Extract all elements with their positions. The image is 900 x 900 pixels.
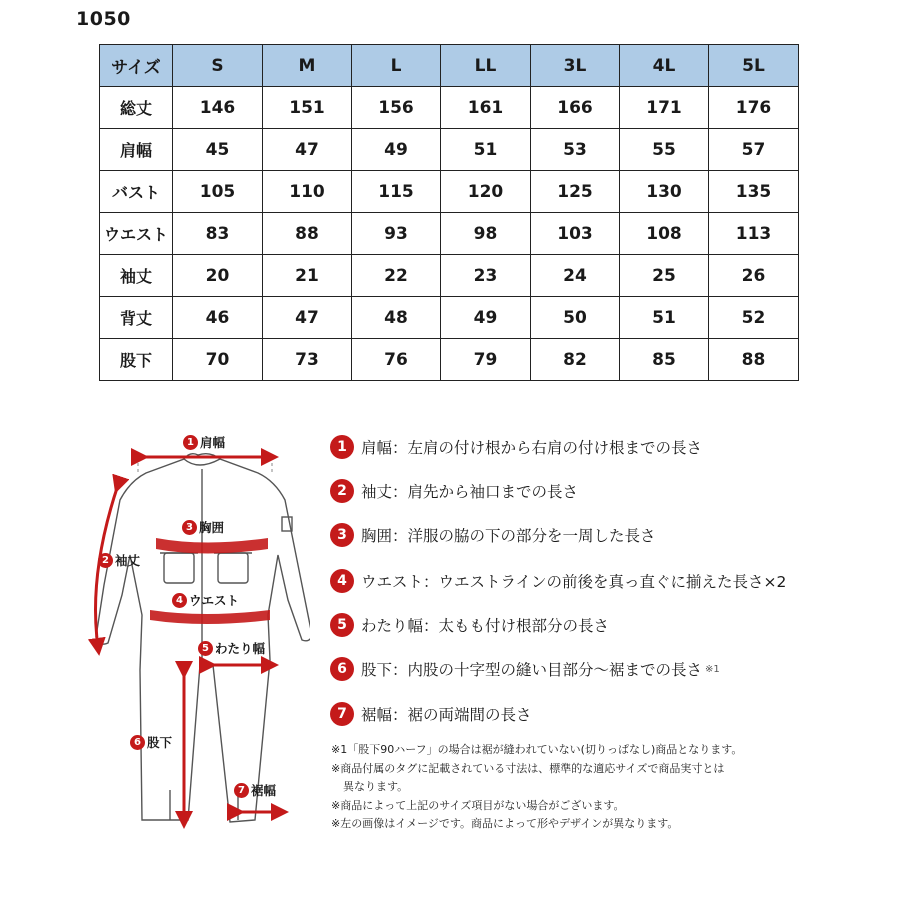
legend-item-waist: 4 ウエスト：ウエストラインの前後を真っ直ぐに揃えた長さ×2 xyxy=(330,567,786,595)
note-line: ※商品付属のタグに記載されている寸法は、標準的な適応サイズで商品実寸とは xyxy=(331,761,725,775)
row-label: 股下 xyxy=(100,339,173,381)
row-label: 総丈 xyxy=(100,87,173,129)
header-5l: 5L xyxy=(709,45,799,87)
table-cell: 108 xyxy=(620,213,709,255)
model-number: 1050 xyxy=(76,8,131,30)
table-cell: 53 xyxy=(531,129,620,171)
table-cell: 51 xyxy=(620,297,709,339)
table-cell: 24 xyxy=(531,255,620,297)
table-cell: 166 xyxy=(531,87,620,129)
table-cell: 48 xyxy=(352,297,441,339)
table-cell: 103 xyxy=(531,213,620,255)
note-line: ※左の画像はイメージです。商品によって形やデザインが異なります。 xyxy=(331,817,679,830)
diagram-label-waist: 4 ウエスト xyxy=(172,591,239,609)
table-cell: 85 xyxy=(620,339,709,381)
table-cell: 45 xyxy=(173,129,263,171)
table-row xyxy=(100,213,799,255)
table-cell: 49 xyxy=(352,129,441,171)
table-cell: 120 xyxy=(441,171,531,213)
row-label: 背丈 xyxy=(100,297,173,339)
table-cell: 57 xyxy=(709,129,799,171)
table-cell: 51 xyxy=(441,129,531,171)
table-cell: 93 xyxy=(352,213,441,255)
table-cell: 110 xyxy=(263,171,352,213)
table-cell: 25 xyxy=(620,255,709,297)
coverall-diagram xyxy=(80,425,310,845)
note-line: ※商品によって上記のサイズ項目がない場合がございます。 xyxy=(331,798,625,812)
table-row xyxy=(100,129,799,171)
header-m: M xyxy=(263,45,352,87)
table-row xyxy=(100,171,799,213)
header-s: S xyxy=(173,45,263,87)
note-line: ※1「股下90ハーフ」の場合は裾が縫われていない(切りっぱなし)商品となります。 xyxy=(331,743,743,756)
row-label: バスト xyxy=(100,171,173,213)
diagram-label-shoulder: 1 肩幅 xyxy=(183,433,225,451)
coverall-outline xyxy=(96,454,310,822)
chest-band xyxy=(156,538,268,554)
legend-item-inseam: 6 股下：内股の十字型の縫い目部分〜裾までの長さ ※1 xyxy=(330,655,720,683)
header-ll: LL xyxy=(441,45,531,87)
table-cell: 88 xyxy=(263,213,352,255)
table-cell: 49 xyxy=(441,297,531,339)
waist-band xyxy=(150,610,270,624)
table-cell: 130 xyxy=(620,171,709,213)
table-cell: 73 xyxy=(263,339,352,381)
legend-item-hem: 7 裾幅：裾の両端間の長さ xyxy=(330,700,532,728)
legend-item-thigh: 5 わたり幅：太もも付け根部分の長さ xyxy=(330,611,609,639)
table-cell: 105 xyxy=(173,171,263,213)
table-cell: 146 xyxy=(173,87,263,129)
diagram-label-chest: 3 胸囲 xyxy=(182,518,224,536)
table-cell: 21 xyxy=(263,255,352,297)
table-cell: 125 xyxy=(531,171,620,213)
table-cell: 47 xyxy=(263,129,352,171)
table-cell: 113 xyxy=(709,213,799,255)
table-row xyxy=(100,297,799,339)
legend-item-chest: 3 胸囲：洋服の脇の下の部分を一周した長さ xyxy=(330,521,656,549)
table-cell: 151 xyxy=(263,87,352,129)
diagram-label-hem: 7 裾幅 xyxy=(234,781,276,799)
table-cell: 46 xyxy=(173,297,263,339)
table-cell: 52 xyxy=(709,297,799,339)
table-cell: 76 xyxy=(352,339,441,381)
row-label: ウエスト xyxy=(100,213,173,255)
header-4l: 4L xyxy=(620,45,709,87)
table-cell: 171 xyxy=(620,87,709,129)
diagram-label-thigh: 5 わたり幅 xyxy=(198,639,265,657)
table-cell: 50 xyxy=(531,297,620,339)
header-l: L xyxy=(352,45,441,87)
table-cell: 26 xyxy=(709,255,799,297)
legend-item-sleeve: 2 袖丈：肩先から袖口までの長さ xyxy=(330,477,578,505)
header-3l: 3L xyxy=(531,45,620,87)
table-cell: 161 xyxy=(441,87,531,129)
table-cell: 22 xyxy=(352,255,441,297)
table-cell: 20 xyxy=(173,255,263,297)
table-cell: 98 xyxy=(441,213,531,255)
size-table xyxy=(99,44,799,381)
table-row xyxy=(100,339,799,381)
table-cell: 83 xyxy=(173,213,263,255)
table-cell: 23 xyxy=(441,255,531,297)
table-cell: 176 xyxy=(709,87,799,129)
table-cell: 70 xyxy=(173,339,263,381)
table-cell: 115 xyxy=(352,171,441,213)
table-cell: 135 xyxy=(709,171,799,213)
table-row xyxy=(100,87,799,129)
table-cell: 55 xyxy=(620,129,709,171)
table-cell: 79 xyxy=(441,339,531,381)
table-cell: 47 xyxy=(263,297,352,339)
legend-item-shoulder: 1 肩幅：左肩の付け根から右肩の付け根までの長さ xyxy=(330,433,702,461)
table-cell: 156 xyxy=(352,87,441,129)
table-cell: 82 xyxy=(531,339,620,381)
row-label: 肩幅 xyxy=(100,129,173,171)
note-line: 異なります。 xyxy=(343,780,409,793)
row-label: 袖丈 xyxy=(100,255,173,297)
table-cell: 88 xyxy=(709,339,799,381)
table-row xyxy=(100,255,799,297)
notes xyxy=(331,741,891,834)
diagram-label-inseam: 6 股下 xyxy=(130,733,172,751)
table-header-row xyxy=(100,45,799,87)
diagram-label-sleeve: 2 袖丈 xyxy=(98,551,140,569)
header-size: サイズ xyxy=(100,45,173,87)
